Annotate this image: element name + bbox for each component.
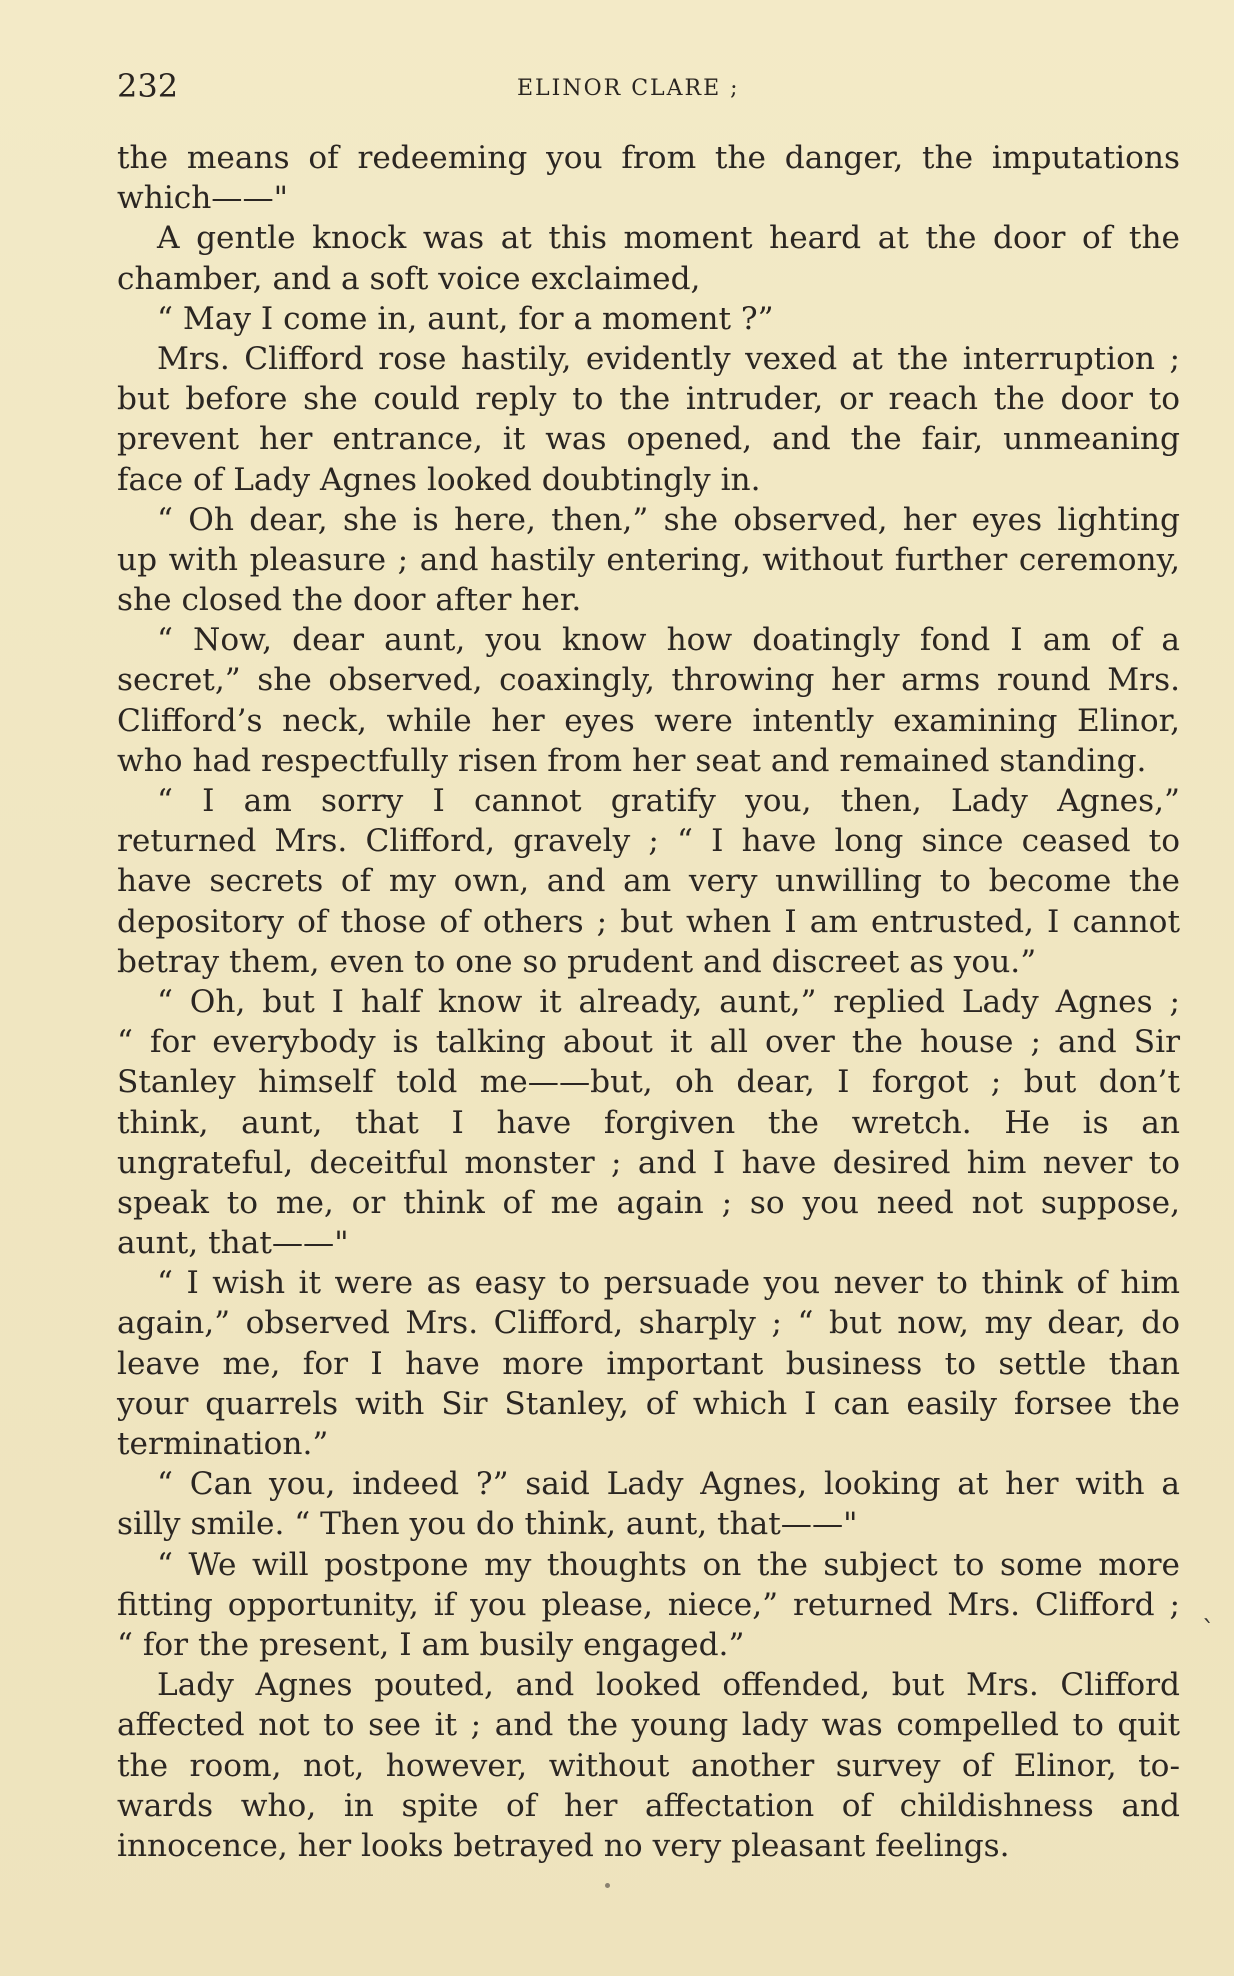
text-line: termination.”	[117, 1426, 329, 1462]
body-text	[117, 138, 1180, 1866]
text-line: which——"	[117, 180, 289, 217]
text-line: fitting opportunity, if you please, niece,” returned Mrs. Clifford ;	[117, 1586, 1180, 1623]
text-line: secret,” she observed, coaxingly, throwing her arms round Mrs.	[117, 662, 1180, 699]
text-line: chamber, and a soft voice exclaimed,	[117, 260, 701, 297]
text-line: your quarrels with Sir Stanley, of which I can easily forsee the	[117, 1385, 1180, 1422]
text-line: Stanley himself told me——but, oh dear, I forgot ; but don’t	[117, 1064, 1180, 1101]
text-line: Clifford’s neck, while her eyes were intently examining Elinor,	[117, 702, 1180, 739]
text-line: “ for the present, I am busily engaged.”	[117, 1626, 745, 1663]
paper-spot	[605, 1883, 610, 1888]
text-line: prevent her entrance, it was opened, and the fair, unmeaning	[117, 421, 1180, 458]
text-line: “ I am sorry I cannot gratify you, then, Lady Agnes,”	[157, 783, 1180, 819]
text-line: betray them, even to one so prudent and discreet as you.”	[117, 943, 1037, 980]
text-line: leave me, for I have more important business to settle than	[117, 1345, 1180, 1382]
text-line: who had respectfully risen from her seat and remained standing.	[117, 742, 1147, 779]
text-line: returned Mrs. Clifford, gravely ; “ I have long since ceased to	[117, 823, 1180, 860]
text-line: again,” observed Mrs. Clifford, sharply ; “ but now, my dear, do	[117, 1305, 1180, 1342]
text-line: aunt, that——"	[117, 1225, 349, 1262]
text-line: have secrets of my own, and am very unwilling to become the	[117, 863, 1180, 900]
text-line: “ May I come in, aunt, for a moment ?”	[157, 300, 774, 337]
text-line: depository of those of others ; but when I am entrusted, I cannot	[117, 903, 1180, 940]
text-line: “ for everybody is talking about it all over the house ; and Sir	[117, 1024, 1180, 1061]
text-line: Lady Agnes pouted, and looked offended, but Mrs. Clifford	[157, 1667, 1180, 1704]
text-line: silly smile. “ Then you do think, aunt, that——"	[117, 1506, 858, 1543]
text-line: Mrs. Clifford rose hastily, evidently vexed at the interruption ;	[157, 340, 1180, 377]
text-line: the means of redeeming you from the danger, the imputations	[117, 140, 1180, 176]
text-line: “ I wish it were as easy to persuade you never to think of him	[157, 1265, 1180, 1302]
text-line: “ We will postpone my thoughts on the subject to some more	[157, 1546, 1180, 1583]
text-line: up with pleasure ; and hastily entering, without further ceremony,	[117, 541, 1180, 578]
text-line: wards who, in spite of her affectation of childishness and	[117, 1787, 1180, 1824]
text-line: “ Now, dear aunt, you know how doatingly fond I am of a	[157, 622, 1180, 659]
text-line: speak to me, or think of me again ; so you need not suppose,	[117, 1184, 1180, 1221]
page-number: 232	[117, 67, 179, 105]
text-line: “ Oh dear, she is here, then,” she observed, her eyes lighting	[157, 501, 1180, 538]
running-head: ELINOR CLARE ;	[517, 76, 740, 101]
page-header	[117, 66, 1182, 110]
text-line: the room, not, however, without another survey of Elinor, to-	[117, 1747, 1180, 1784]
text-line: “ Oh, but I half know it already, aunt,” replied Lady Agnes ;	[157, 983, 1180, 1020]
text-line: ungrateful, deceitful monster ; and I have desired him never to	[117, 1144, 1180, 1181]
text-line: face of Lady Agnes looked doubtingly in.	[117, 461, 761, 498]
text-line: think, aunt, that I have forgiven the wretch. He is an	[117, 1104, 1180, 1141]
text-line: innocence, her looks betrayed no very pleasant feelings.	[117, 1827, 1010, 1864]
margin-mark: `	[1202, 1616, 1215, 1646]
text-line: “ Can you, indeed ?” said Lady Agnes, looking at her with a	[157, 1466, 1180, 1503]
text-line: she closed the door after her.	[117, 582, 582, 619]
text-line: A gentle knock was at this moment heard at the door of the	[157, 220, 1180, 257]
text-line: but before she could reply to the intruder, or reach the door to	[117, 381, 1180, 418]
text-line: affected not to see it ; and the young lady was compelled to quit	[117, 1707, 1180, 1744]
